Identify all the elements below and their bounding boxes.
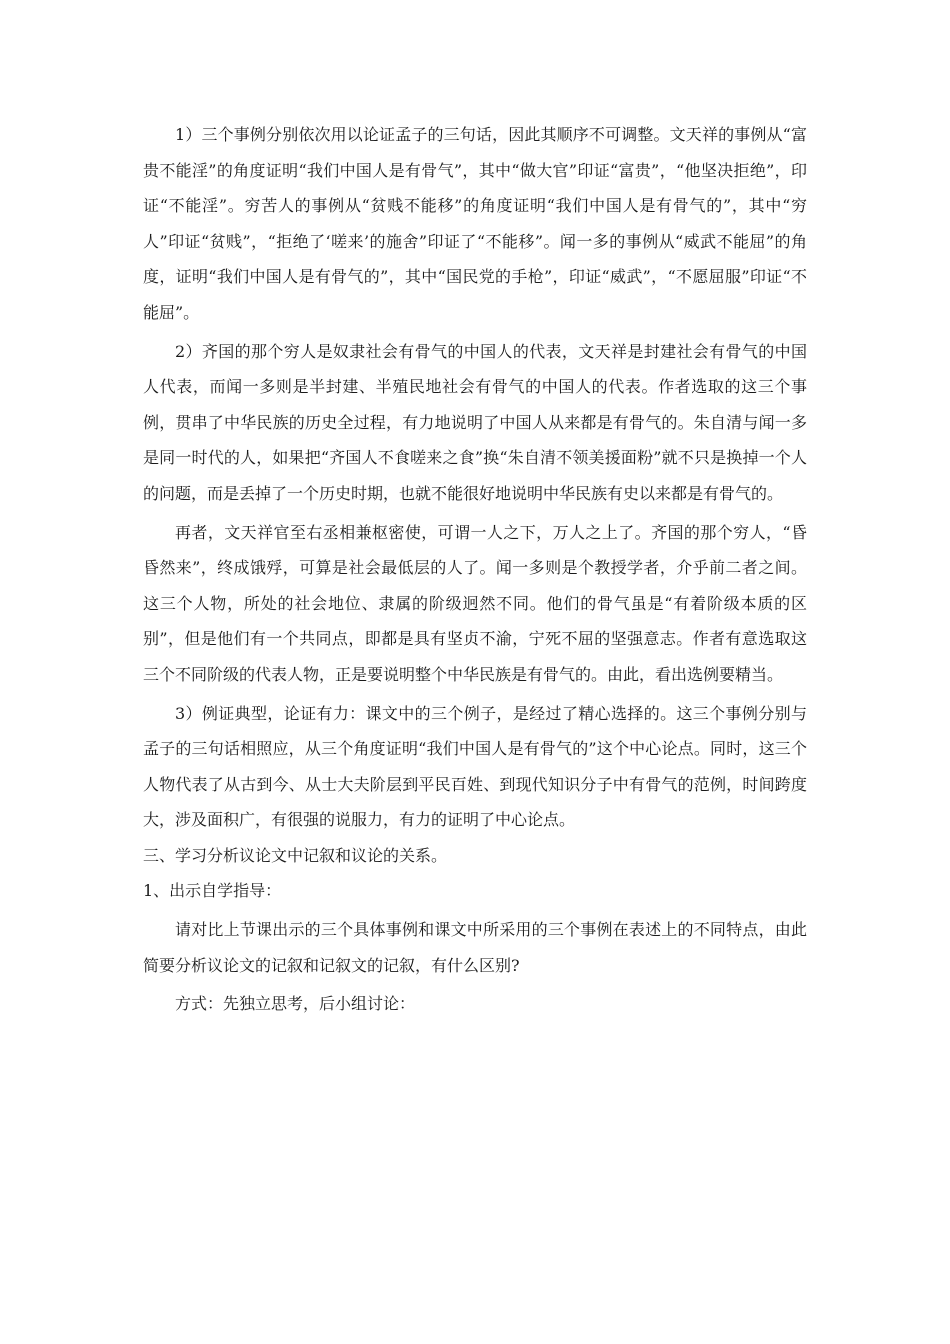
paragraph-point-1: 1）三个事例分别依次用以论证孟子的三句话，因此其顺序不可调整。文天祥的事例从“富贵不能淫”的角度证明“我们中国人是有骨气”，其中“做大官”印证“富贵”，“他坚决拒绝”，印证“不能淫”。穷苦人的事例从“贫贱不能移”的角度证明“我们中国人是有骨气的”，其中“穷人”印证“贫贱”，“拒绝了‘嗟来’的施舍”印证了“不能移”。闻一多的事例从“威武不能屈”的角度，证明“我们中国人是有骨气的”，其中“国民党的手枪”，印证“威武”，“不愿屈服”印证“不能屈”。 <box>143 125 807 322</box>
paragraph-point-2: 2）齐国的那个穷人是奴隶社会有骨气的中国人的代表，文天祥是封建社会有骨气的中国人代表，而闻一多则是半封建、半殖民地社会有骨气的中国人的代表。作者选取的这三个事例，贯串了中华民族的历史全过程，有力地说明了中国人从来都是有骨气的。朱自清与闻一多是同一时代的人，如果把“齐国人不食嗟来之食”换“朱自清不领美援面粉”就不只是换掉一个人的问题，而是丢掉了一个历史时期，也就不能很好地说明中华民族有史以来都是有骨气的。 <box>143 341 807 503</box>
paragraph-method: 方式：先独立思考，后小组讨论： <box>175 994 416 1014</box>
paragraph-furthermore: 再者，文天祥官至右丞相兼枢密使，可谓一人之下，万人之上了。齐国的那个穷人，“昏昏然来”，终成饿殍，可算是社会最低层的人了。闻一多则是个教授学者，介乎前二者之间。这三个人物，所处的社会地位、隶属的阶级迥然不同。他们的骨气虽是“有着阶级本质的区别”，但是他们有一个共同点，即都是具有坚贞不渝，宁死不屈的坚强意志。作者有意选取这三个不同阶级的代表人物，正是要说明整个中华民族是有骨气的。由此，看出选例要精当。 <box>143 522 807 684</box>
paragraph-self-study-guide: 请对比上节课出示的三个具体事例和课文中所采用的三个事例在表述上的不同特点，由此简要分析议论文的记叙和记叙文的记叙，有什么区别? <box>143 920 807 975</box>
section-heading-3: 三、学习分析议论文中记叙和议论的关系。 <box>143 845 448 865</box>
subsection-heading-1: 1、出示自学指导： <box>143 881 282 901</box>
document-page <box>143 117 807 1022</box>
paragraph-point-3: 3）例证典型，论证有力：课文中的三个例子，是经过了精心选择的。这三个事例分别与孟子的三句话相照应，从三个角度证明“我们中国人是有骨气的”这个中心论点。同时，这三个人物代表了从古到今、从士大夫阶层到平民百姓、到现代知识分子中有骨气的范例，时间跨度大，涉及面积广，有很强的说服力，有力的证明了中心论点。 <box>143 703 807 830</box>
